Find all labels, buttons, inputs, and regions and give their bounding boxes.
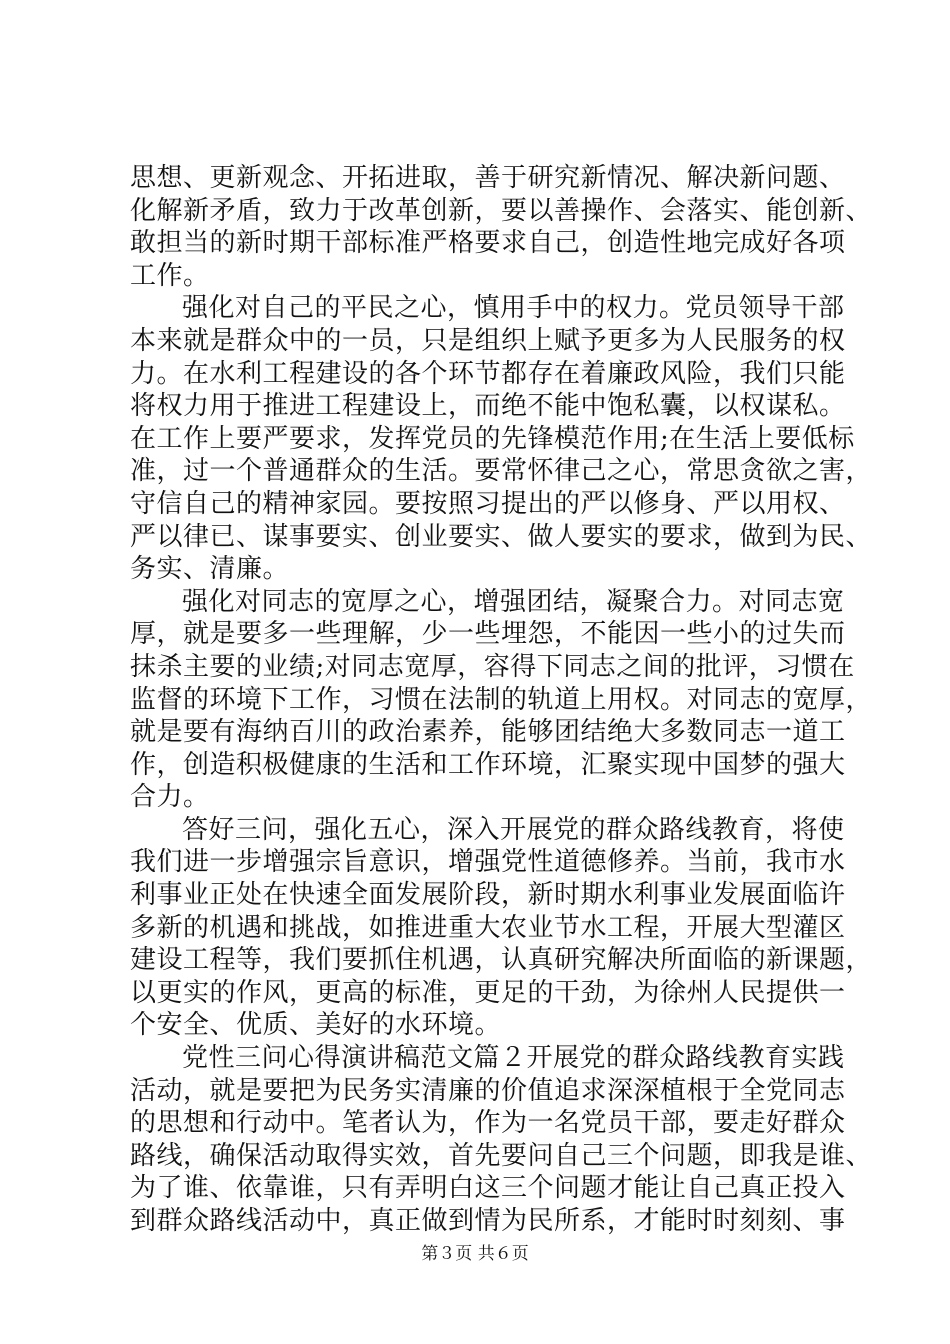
text-line: 思想、更新观念、开拓进取，善于研究新情况、解决新问题、 <box>130 163 846 193</box>
text-line: 敢担当的新时期干部标准严格要求自己，创造性地完成好各项 <box>130 228 846 259</box>
page-number-footer: 第３页 共６页 <box>421 1244 529 1264</box>
paragraph-first-line: 强化对同志的宽厚之心，增强团结，凝聚合力。对同志宽 <box>182 586 845 617</box>
text-line: 就是要有海纳百川的政治素养，能够团结绝大多数同志一道工 <box>130 717 846 748</box>
text-line: 在工作上要严要求，发挥党员的先锋模范作用;在生活上要低标 <box>130 423 855 454</box>
text-line: 个安全、优质、美好的水环境。 <box>130 1010 502 1041</box>
text-line: 严以律已、谋事要实、创业要实、做人要实的要求，做到为民、 <box>130 521 873 552</box>
text-line: 多新的机遇和挑战，如推进重大农业节水工程，开展大型灌区 <box>130 912 846 943</box>
paragraph-first-line: 答好三问，强化五心，深入开展党的群众路线教育，将使 <box>182 814 845 845</box>
text-line: 作，创造积极健康的生活和工作环境，汇聚实现中国梦的强大 <box>130 749 846 780</box>
text-line: 务实、清廉。 <box>130 554 290 585</box>
text-line: 准，过一个普通群众的生活。要常怀律己之心，常思贪欲之害， <box>130 456 873 487</box>
text-line: 厚，就是要多一些理解，少一些埋怨，不能因一些小的过失而 <box>130 619 846 650</box>
text-line: 建设工程等，我们要抓住机遇，认真研究解决所面临的新课题， <box>130 945 873 976</box>
text-line: 化解新矛盾，致力于改革创新，要以善操作、会落实、能创新、 <box>130 195 873 226</box>
text-line: 到群众路线活动中，真正做到情为民所系，才能时时刻刻、事 <box>130 1206 846 1236</box>
text-line: 力。在水利工程建设的各个环节都存在着廉政风险，我们只能 <box>130 358 846 389</box>
text-line: 的思想和行动中。笔者认为，作为一名党员干部，要走好群众 <box>130 1108 846 1139</box>
text-line: 路线，确保活动取得实效，首先要问自己三个问题，即我是谁、 <box>130 1140 873 1171</box>
text-line: 我们进一步增强宗旨意识，增强党性道德修养。当前，我市水 <box>130 847 846 878</box>
paragraph-first-line: 党性三问心得演讲稿范文篇２开展党的群众路线教育实践 <box>182 1043 845 1074</box>
paragraph-first-line: 强化对自己的平民之心，慎用手中的权力。党员领导干部 <box>182 293 845 324</box>
text-line: 合力。 <box>130 782 210 813</box>
text-line: 工作。 <box>130 260 210 291</box>
text-line: 监督的环境下工作，习惯在法制的轨道上用权。对同志的宽厚， <box>130 684 873 715</box>
text-line: 为了谁、依靠谁，只有弄明白这三个问题才能让自己真正投入 <box>130 1173 846 1204</box>
text-line: 将权力用于推进工程建设上，而绝不能中饱私囊，以权谋私。 <box>130 391 846 422</box>
text-line: 本来就是群众中的一员，只是组织上赋予更多为人民服务的权 <box>130 325 846 356</box>
text-line: 利事业正处在快速全面发展阶段，新时期水利事业发展面临许 <box>130 880 846 911</box>
body-text <box>130 162 873 1238</box>
text-line: 活动，就是要把为民务实清廉的价值追求深深植根于全党同志 <box>130 1075 846 1106</box>
text-line: 以更实的作风，更高的标准，更足的干劲，为徐州人民提供一 <box>130 977 846 1008</box>
text-line: 抹杀主要的业绩;对同志宽厚，容得下同志之间的批评，习惯在 <box>130 651 855 682</box>
text-line: 守信自己的精神家园。要按照习提出的严以修身、严以用权、 <box>130 488 846 519</box>
